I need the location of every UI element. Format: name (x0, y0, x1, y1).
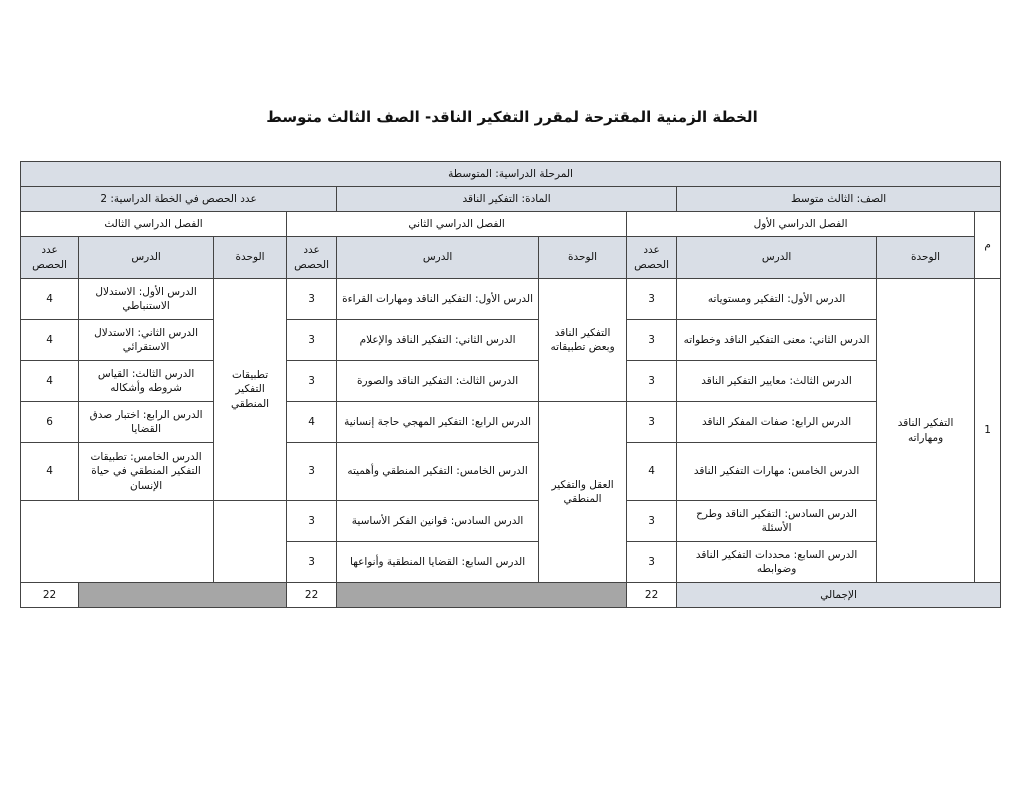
sem2-lesson: الدرس الرابع: التفكير المهجي حاجة إنسانية (337, 402, 539, 443)
sem2-lesson: الدرس السابع: القضايا المنطقية وأنواعها (337, 542, 539, 583)
sem2-count: 3 (287, 320, 337, 361)
sem1-total: 22 (627, 583, 677, 608)
table-row (21, 361, 1001, 402)
sem2-count-header: عدد الحصص (287, 237, 337, 279)
semester-3-header: الفصل الدراسي الثالث (21, 212, 287, 237)
table-row (21, 320, 1001, 361)
sem3-lesson: الدرس الخامس: تطبيقات التفكير المنطقي في حياة الإنسان (79, 443, 214, 501)
sem3-count: 6 (21, 402, 79, 443)
row-number: 1 (975, 279, 1001, 583)
totals-row (21, 583, 1001, 608)
sem1-lesson: الدرس الأول: التفكير ومستوياته (677, 279, 877, 320)
info-row (21, 187, 1001, 212)
sem1-unit: التفكير الناقد ومهاراته (877, 279, 975, 583)
sem1-lesson: الدرس السابع: محددات التفكير الناقد وضوابطه (677, 542, 877, 583)
sem2-unit-2: العقل والتفكير المنطقي (539, 402, 627, 583)
sem1-count: 3 (627, 361, 677, 402)
column-header-row (21, 237, 1001, 279)
subject-cell: المادة: التفكير الناقد (337, 187, 677, 212)
sem1-unit-header: الوحدة (877, 237, 975, 279)
sem2-count: 4 (287, 402, 337, 443)
sem2-lesson-header: الدرس (337, 237, 539, 279)
sem2-unit-header: الوحدة (539, 237, 627, 279)
sem3-count: 4 (21, 320, 79, 361)
sem1-count: 3 (627, 320, 677, 361)
sem3-lesson-header: الدرس (79, 237, 214, 279)
sem3-lesson: الدرس الثالث: القياس شروطه وأشكاله (79, 361, 214, 402)
sem2-total-filler (337, 583, 627, 608)
sem1-lesson-header: الدرس (677, 237, 877, 279)
sem3-unit-header: الوحدة (214, 237, 287, 279)
sem3-unit: تطبيقات التفكير المنطقي (214, 279, 287, 501)
sem1-count: 4 (627, 443, 677, 501)
sem3-lesson: الدرس الرابع: اختبار صدق القضايا (79, 402, 214, 443)
sem1-lesson: الدرس الرابع: صفات المفكر الناقد (677, 402, 877, 443)
total-label: الإجمالي (677, 583, 1001, 608)
sem1-lesson: الدرس السادس: التفكير الناقد وطرح الأسئلة (677, 501, 877, 542)
semester-1-header: الفصل الدراسي الأول (627, 212, 975, 237)
sem2-count: 3 (287, 443, 337, 501)
sem3-total: 22 (21, 583, 79, 608)
sem2-lesson: الدرس السادس: قوانين الفكر الأساسية (337, 501, 539, 542)
sem2-count: 3 (287, 501, 337, 542)
sem3-lesson: الدرس الأول: الاستدلال الاستنباطي (79, 279, 214, 320)
sem1-count: 3 (627, 279, 677, 320)
sem3-total-filler (79, 583, 287, 608)
stage-cell: المرحلة الدراسية: المتوسطة (21, 162, 1001, 187)
sem2-lesson: الدرس الخامس: التفكير المنطقي وأهميته (337, 443, 539, 501)
sem2-lesson: الدرس الأول: التفكير الناقد ومهارات القراءة (337, 279, 539, 320)
sem1-count: 3 (627, 542, 677, 583)
stage-row (21, 162, 1001, 187)
sem2-lesson: الدرس الثالث: التفكير الناقد والصورة (337, 361, 539, 402)
sem1-lesson: الدرس الثالث: معايير التفكير الناقد (677, 361, 877, 402)
table-row (21, 501, 1001, 542)
sem3-count: 4 (21, 443, 79, 501)
sem3-count: 4 (21, 279, 79, 320)
sem1-lesson: الدرس الثاني: معنى التفكير الناقد وخطواته (677, 320, 877, 361)
periods-cell: عدد الحصص في الخطة الدراسية: 2 (21, 187, 337, 212)
sem3-empty-unit (214, 501, 287, 583)
table-row (21, 279, 1001, 320)
sem2-total: 22 (287, 583, 337, 608)
sem1-lesson: الدرس الخامس: مهارات التفكير الناقد (677, 443, 877, 501)
sem2-count: 3 (287, 542, 337, 583)
table-row (21, 443, 1001, 501)
sem1-count-header: عدد الحصص (627, 237, 677, 279)
sem3-lesson: الدرس الثاني: الاستدلال الاستقرائي (79, 320, 214, 361)
semester-row (21, 212, 1001, 237)
page-title: الخطة الزمنية المقترحة لمقرر التفكير الناقد- الصف الثالث متوسط (266, 108, 758, 126)
sem1-count: 3 (627, 402, 677, 443)
m-header: م (975, 212, 1001, 279)
schedule-table (20, 161, 1001, 608)
sem2-unit-1: التفكير الناقد وبعض تطبيقاته (539, 279, 627, 402)
sem2-count: 3 (287, 279, 337, 320)
sem3-empty-lesson (21, 501, 214, 583)
grade-cell: الصف: الثالث متوسط (677, 187, 1001, 212)
sem2-lesson: الدرس الثاني: التفكير الناقد والإعلام (337, 320, 539, 361)
semester-2-header: الفصل الدراسي الثاني (287, 212, 627, 237)
sem2-count: 3 (287, 361, 337, 402)
sem3-count: 4 (21, 361, 79, 402)
table-row (21, 402, 1001, 443)
sem3-count-header: عدد الحصص (21, 237, 79, 279)
sem1-count: 3 (627, 501, 677, 542)
